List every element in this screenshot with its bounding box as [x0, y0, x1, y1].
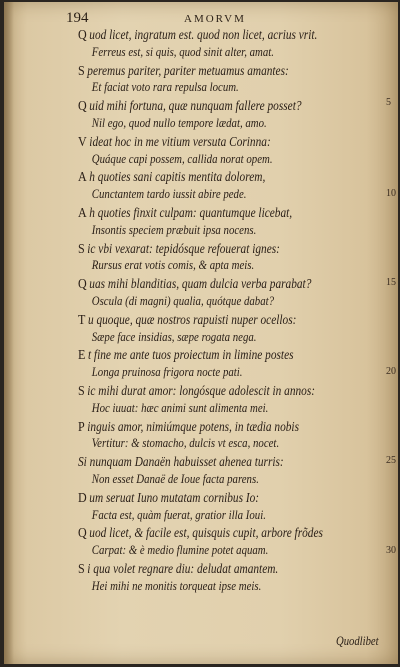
line-text: Si nunquam Danaën habuisset ahenea turris:	[78, 454, 284, 470]
line-initial: T	[78, 312, 86, 328]
verse-line	[78, 293, 341, 311]
verse-line	[78, 311, 341, 329]
verse-line	[78, 364, 341, 382]
line-text: u quoque, quæ nostros rapuisti nuper ocellos:	[87, 311, 297, 327]
verse-line	[78, 133, 341, 151]
line-text: i qua volet regnare diu: deludat amantem.	[87, 560, 279, 576]
verse-line	[78, 168, 341, 186]
line-initial: Q	[78, 99, 87, 115]
verse-line	[78, 400, 341, 418]
line-text: Non esset Danaë de Ioue facta parens.	[91, 471, 259, 486]
poem-text	[78, 26, 384, 596]
verse-line	[78, 524, 341, 542]
book-page	[4, 2, 398, 664]
line-text: Ferreus est, si quis, quod sinit alter, amat.	[91, 44, 274, 59]
verse-line	[78, 329, 341, 347]
line-text: Longa pruinosa frigora nocte pati.	[91, 365, 243, 380]
verse-line	[78, 222, 341, 240]
line-initial: Q	[78, 28, 87, 43]
line-initial: Q	[78, 526, 87, 542]
verse-line	[78, 346, 341, 364]
line-text: ic mihi durat amor: longósque adolescit in annos:	[87, 382, 316, 398]
verse-line	[78, 186, 341, 204]
line-text: Insontis speciem præbuit ipsa nocens.	[91, 222, 257, 237]
verse-line	[78, 115, 341, 133]
line-text: inguis amor, nimiúmque potens, in tædia nobis	[87, 418, 300, 434]
line-text: Hei mihi ne monitis torqueat ipse meis.	[91, 578, 262, 593]
page-gutter-shadow	[4, 2, 14, 664]
line-initial: A	[78, 205, 87, 221]
verse-line	[78, 578, 341, 596]
line-text: um seruat Iuno mutatam cornibus Io:	[89, 489, 260, 505]
line-initial: A	[78, 170, 87, 186]
verse-line	[78, 542, 341, 560]
line-initial: S	[78, 63, 85, 79]
line-text: uod licet, & facile est, quisquis cupit, arbore frõdes	[89, 525, 323, 541]
line-initial: D	[78, 490, 87, 506]
line-initial: E	[78, 348, 86, 364]
verse-line	[78, 79, 341, 97]
verse-line	[78, 204, 341, 222]
line-text: Cunctantem tardo iussit abire pede.	[91, 187, 247, 202]
line-text: Quáque capi possem, callida norat opem.	[91, 151, 273, 166]
verse-line	[78, 240, 341, 258]
verse-line	[78, 453, 341, 471]
verse-line	[78, 507, 341, 525]
line-text: t fine me ante tuos proiectum in limine postes	[87, 347, 294, 363]
line-text: Facta est, quàm fuerat, gratior illa Ioui.	[91, 507, 266, 522]
line-text: h quoties sani capitis mentita dolorem,	[89, 169, 266, 185]
verse-line	[78, 97, 341, 115]
margin-line-number-30: 30	[386, 545, 396, 556]
verse-line	[78, 471, 341, 489]
verse-line	[78, 257, 341, 275]
verse-line	[78, 435, 341, 453]
margin-line-number-15: 15	[386, 277, 396, 288]
line-text: Sæpe face insidias, sæpe rogata nega.	[91, 329, 257, 344]
line-text: peremus pariter, pariter metuamus amantes:	[87, 62, 289, 78]
verse-line	[78, 62, 341, 80]
line-text: Nil ego, quod nullo tempore lædat, amo.	[91, 115, 267, 130]
verse-line	[78, 418, 341, 436]
margin-line-number-25: 25	[386, 455, 396, 466]
line-initial: V	[78, 134, 87, 150]
line-initial: Q	[78, 277, 87, 293]
line-text: Oscula (di magni) qualia, quótque dabat?	[91, 293, 275, 308]
verse-line	[78, 26, 341, 44]
line-text: Rursus erat votis comis, & apta meis.	[91, 258, 255, 273]
margin-line-number-5: 5	[386, 97, 391, 108]
verse-line	[78, 560, 341, 578]
margin-line-number-20: 20	[386, 366, 396, 377]
margin-line-number-10: 10	[386, 188, 396, 199]
line-initial: S	[78, 241, 85, 257]
verse-line	[78, 151, 341, 169]
line-text: uas mihi blanditias, quam dulcia verba parabat?	[89, 276, 312, 292]
line-text: h quoties finxit culpam: quantumque licebat,	[89, 204, 293, 220]
line-text: Vertitur: & stomacho, dulcis vt esca, nocet.	[91, 436, 280, 451]
verse-line	[78, 489, 341, 507]
verse-line	[78, 44, 341, 62]
line-text: ic vbi vexarat: tepidósque refouerat ignes:	[87, 240, 280, 256]
line-text: Hoc iuuat: hæc animi sunt alimenta mei.	[91, 400, 269, 415]
line-text: uod licet, ingratum est. quod non licet, acrius vrit.	[89, 27, 318, 42]
page-number: 194	[66, 10, 89, 26]
running-head: AMORVM	[184, 13, 246, 25]
line-text: ideat hoc in me vitium versuta Corinna:	[89, 133, 271, 149]
line-initial: S	[78, 561, 85, 577]
line-initial: P	[78, 419, 85, 435]
catchword: Quodlibet	[336, 634, 379, 648]
verse-line	[78, 382, 341, 400]
line-initial: S	[78, 383, 85, 399]
line-text: uid mihi fortuna, quæ nunquam fallere posset?	[89, 98, 302, 114]
line-text: Carpat: & è medio flumine potet aquam.	[91, 543, 269, 558]
line-text: Et faciat voto rara repulsa locum.	[91, 80, 239, 95]
verse-line	[78, 275, 341, 293]
